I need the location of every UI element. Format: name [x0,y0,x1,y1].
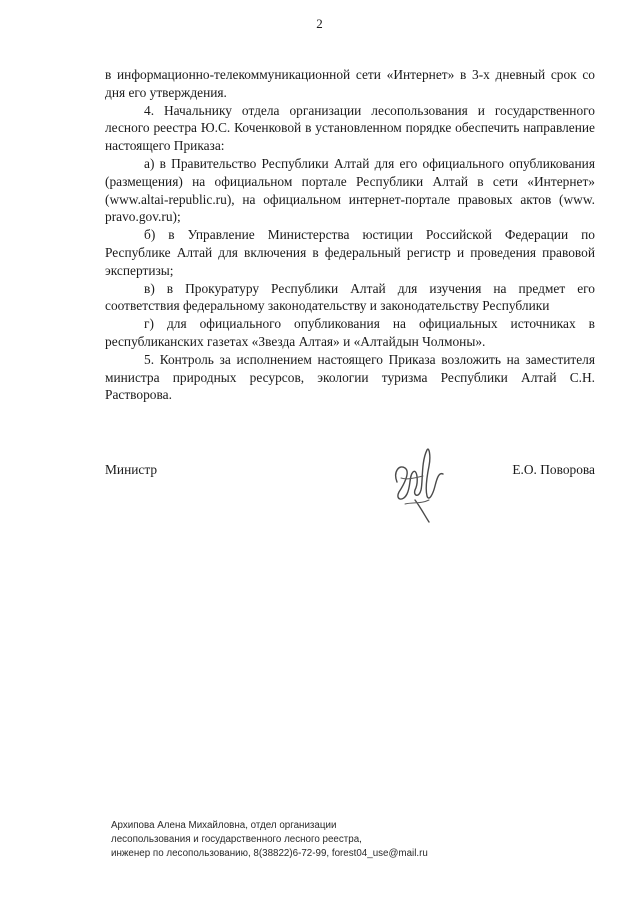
paragraph-item-5: 5. Контроль за исполнением настоящего Приказа возложить на заместителя министра природных ресурсов, экологии туризма Республики Алтай С.Н. Растворова. [105,351,595,403]
executor-footer [111,819,531,861]
paragraph-item-4: 4. Начальнику отдела организации лесопользования и государственного лесного реестра Ю.С. Коченковой в установленном порядке обеспечить направление настоящего Приказа: [105,102,595,154]
paragraph-continuation: в информационно-телекоммуникационной сети «Интернет» в 3-х дневный срок со дня его утверждения. [105,67,595,100]
signature-name: Е.О. Поворова [512,462,595,477]
handwritten-signature [385,442,455,524]
footer-line-3: инженер по лесопользованию, 8(38822)6-72-99, forest04_use@mail.ru [111,848,428,859]
footer-line-1: Архипова Алена Михайловна, отдел организации [111,820,337,831]
footer-line-2: лесопользования и государственного лесного реестра, [111,834,362,845]
paragraph-subitem-a: а) в Правительство Республики Алтай для его официального опубликования (размещения) на официальном портале Республики Алтай в сети «Интернет» (www.altai-republic.ru), на официальном интернет-портале правовых актов (www. pravo.gov.ru); [105,155,595,225]
signature-block [105,442,595,532]
document-body [105,66,595,404]
paragraph-subitem-g: г) для официального опубликования на официальных источниках в республиканских газетах «Звезда Алтая» и «Алтайдын Чолмоны». [105,316,595,349]
signature-title: Министр [105,462,158,477]
page-number: 2 [316,16,323,31]
paragraph-subitem-b: б) в Управление Министерства юстиции Российской Федерации по Республике Алтай для включения в федеральный регистр и проведения правовой экспертизы; [105,227,595,278]
paragraph-subitem-v: в) в Прокуратуру Республики Алтай для изучения на предмет его соответствия федеральному законодательству и законодательству Республики [105,280,595,314]
